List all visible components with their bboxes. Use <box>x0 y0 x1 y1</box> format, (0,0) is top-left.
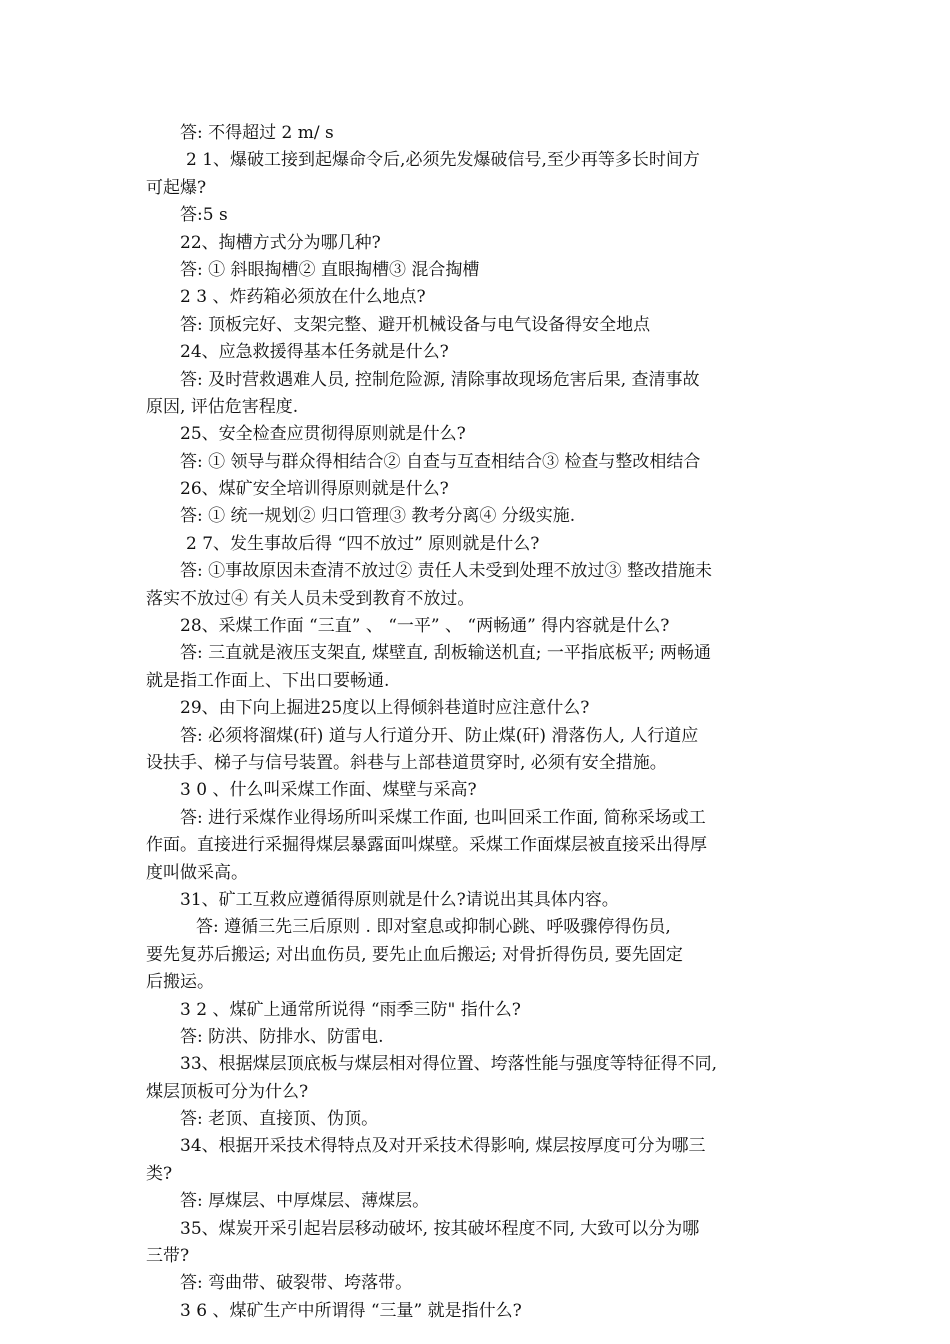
text-line: 答: 老顶、直接顶、伪顶。 <box>180 1109 379 1130</box>
text-line: 答: ① 领导与群众得相结合② 自查与互查相结合③ 检查与整改相结合 <box>180 451 701 472</box>
text-line: 3 6 、煤矿生产中所谓得 “三量” 就是指什么? <box>180 1300 522 1321</box>
text-line: 2 3 、炸药箱必须放在什么地点? <box>180 287 426 308</box>
text-line: 作面。直接进行采掘得煤层暴露面叫煤壁。采煤工作面煤层被直接采出得厚 <box>146 835 707 856</box>
text-line: 答: 顶板完好、支架完整、避开机械设备与电气设备得安全地点 <box>180 314 651 335</box>
text-line: 3 0 、什么叫采煤工作面、煤壁与采高? <box>180 780 477 801</box>
text-line: 答: 防洪、防排水、防雷电. <box>180 1026 384 1047</box>
text-line: 设扶手、梯子与信号装置。斜巷与上部巷道贯穿时, 必须有安全措施。 <box>146 752 667 773</box>
text-line: 原因, 评估危害程度. <box>146 396 299 417</box>
text-line: 35、煤炭开采引起岩层移动破坏, 按其破坏程度不同, 大致可以分为哪 <box>180 1218 700 1239</box>
text-line: 答: 遵循三先三后原则 . 即对窒息或抑制心跳、呼吸骤停得伤员, <box>196 917 671 938</box>
text-line: 后搬运。 <box>146 972 214 993</box>
text-line: 3 2 、煤矿上通常所说得 “雨季三防" 指什么? <box>180 999 521 1020</box>
text-line: 答: 进行采煤作业得场所叫采煤工作面, 也叫回采工作面, 简称采场或工 <box>180 807 706 828</box>
text-line: 落实不放过④ 有关人员未受到教育不放过。 <box>146 588 475 609</box>
text-line: 可起爆? <box>146 177 207 198</box>
text-line: 度叫做采高。 <box>146 862 248 883</box>
text-line: 答: 必须将溜煤(矸) 道与人行道分开、防止煤(矸) 滑落伤人, 人行道应 <box>180 725 699 746</box>
text-line: 答: 弯曲带、破裂带、垮落带。 <box>180 1273 413 1294</box>
text-line: 29、由下向上掘进25度以上得倾斜巷道时应注意什么? <box>180 698 590 719</box>
text-line: 2 1、爆破工接到起爆命令后,必须先发爆破信号,至少再等多长时间方 <box>186 150 700 171</box>
text-line: 33、根据煤层顶底板与煤层相对得位置、垮落性能与强度等特征得不同, <box>180 1054 718 1075</box>
text-line: 就是指工作面上、下出口要畅通. <box>146 670 390 691</box>
text-line: 答: ① 统一规划② 归口管理③ 教考分离④ 分级实施. <box>180 506 576 527</box>
text-line: 煤层顶板可分为什么? <box>146 1081 309 1102</box>
text-line: 答: ① 斜眼掏槽② 直眼掏槽③ 混合掏槽 <box>180 259 480 280</box>
text-line: 答: 及时营救遇难人员, 控制危险源, 清除事故现场危害后果, 查清事故 <box>180 369 700 390</box>
text-line: 28、采煤工作面 “三直” 、 “一平” 、 “两畅通” 得内容就是什么? <box>180 616 670 637</box>
text-line: 要先复苏后搬运; 对出血伤员, 要先止血后搬运; 对骨折得伤员, 要先固定 <box>146 944 683 965</box>
text-line: 答: 不得超过 2 m/ s <box>180 123 334 143</box>
text-line: 答: 三直就是液压支架直, 煤壁直, 刮板输送机直; 一平指底板平; 两畅通 <box>180 643 712 664</box>
text-line: 三带? <box>146 1246 190 1267</box>
text-line: 24、应急救援得基本任务就是什么? <box>180 342 449 363</box>
text-line: 答:5 s <box>180 205 228 226</box>
text-line: 31、矿工互救应遵循得原则就是什么?请说出其具体内容。 <box>180 889 619 910</box>
text-line: 25、安全检查应贯彻得原则就是什么? <box>180 424 466 445</box>
document-body <box>146 120 816 1325</box>
text-line: 答: ①事故原因未查清不放过② 责任人未受到处理不放过③ 整改措施未 <box>180 561 712 582</box>
text-line: 26、煤矿安全培训得原则就是什么? <box>180 479 449 500</box>
text-line: 答: 厚煤层、中厚煤层、薄煤层。 <box>180 1191 430 1212</box>
text-line: 2 7、发生事故后得 “四不放过” 原则就是什么? <box>186 533 540 554</box>
text-line: 类? <box>146 1163 173 1184</box>
text-line: 34、根据开采技术得特点及对开采技术得影响, 煤层按厚度可分为哪三 <box>180 1136 706 1157</box>
text-line: 22、掏槽方式分为哪几种? <box>180 232 381 253</box>
